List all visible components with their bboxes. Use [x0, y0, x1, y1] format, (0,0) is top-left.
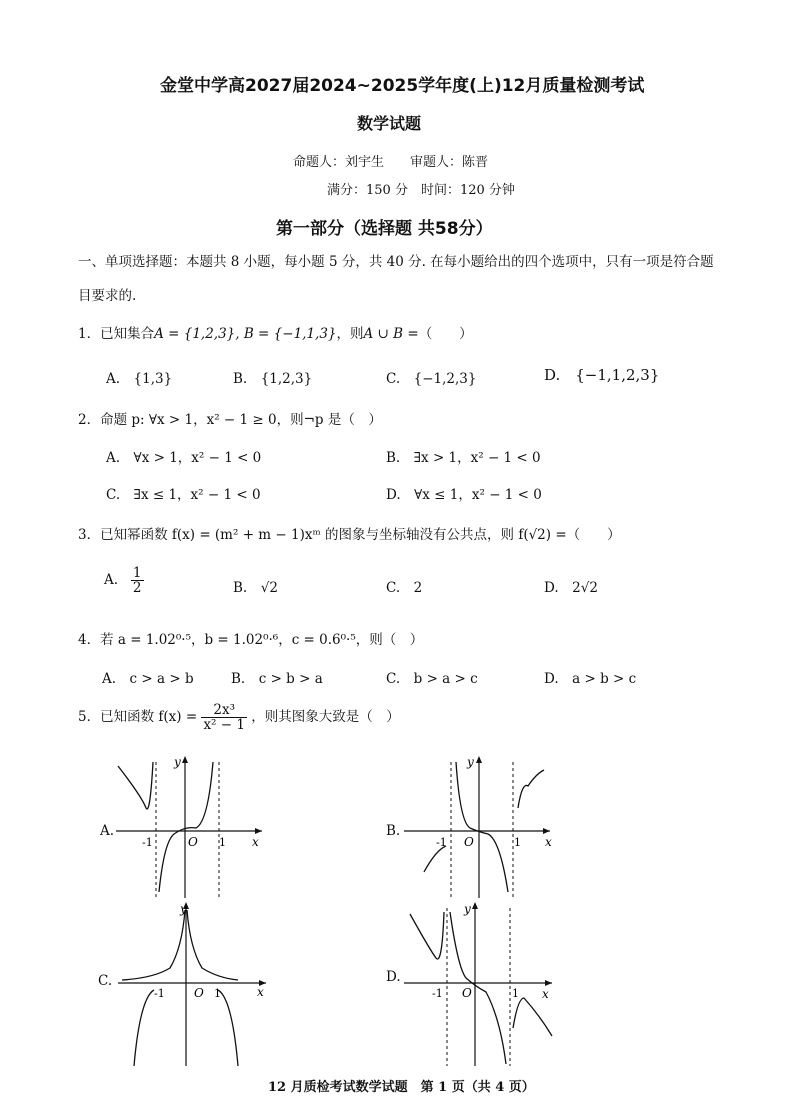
q5-graph-c [114, 898, 274, 1068]
q1-option-d: D. {−1,1,2,3} [544, 366, 660, 384]
q3-option-a-label: A. [104, 572, 119, 589]
q5-graph-b-origin: O [464, 835, 474, 849]
q1-sets: A = {1,2,3}, B = {−1,1,3} [154, 326, 337, 342]
q5-stem-end: ，则其图象大致是（ ） [251, 709, 400, 726]
q5-graph-a-y-label: y [174, 755, 181, 769]
q2-option-b: B. ∃x > 1，x² − 1 < 0 [386, 450, 541, 466]
q4-option-b: B. c > b > a [231, 671, 323, 687]
q1-stem-pre: 1．已知集合 [78, 326, 155, 342]
page-footer: 12 月质检考试数学试题 第 1 页（共 4 页） [268, 1080, 535, 1095]
q1-option-b: B. {1,2,3} [233, 371, 313, 387]
q5-graph-c-minus-one: -1 [154, 987, 165, 1000]
q5-graph-d-y-label: y [464, 902, 471, 916]
q3-option-a-fraction [131, 566, 144, 595]
question-4-stem: 4．若 a = 1.02⁰·⁵，b = 1.02⁰·⁶，c = 0.6⁰·⁵，则（ ） [78, 632, 424, 648]
q5-graph-c-origin: O [194, 986, 204, 1000]
q5-graph-c-y-label: y [180, 902, 187, 916]
q5-graph-c-x-label: x [257, 985, 264, 999]
q1-union: A ∪ B = [363, 326, 419, 342]
authors-line: 命题人：刘宇生 审题人：陈晋 [293, 155, 489, 170]
q5-graph-a-minus-one: -1 [142, 836, 153, 849]
q5-graph-d-one: 1 [512, 987, 519, 1000]
q5-graph-b [400, 752, 560, 900]
q5-graph-b-x-label: x [545, 835, 552, 849]
q5-graph-b-minus-one: -1 [436, 836, 447, 849]
q5-graph-b-one: 1 [514, 836, 521, 849]
q5-graph-d-origin: O [462, 986, 472, 1000]
q5-numerator: 2x³ [201, 703, 247, 718]
question-5-stem [78, 703, 400, 732]
score-time-line: 满分：150 分 时间：120 分钟 [327, 183, 515, 198]
q5-graph-a-x-label: x [252, 835, 259, 849]
q5-stem-pre: 5．已知函数 f(x) = [78, 709, 198, 726]
q5-graph-a-label: A. [100, 823, 115, 839]
q5-graph-b-y-label: y [467, 755, 474, 769]
q4-option-d: D. a > b > c [544, 671, 637, 687]
subject-title: 数学试题 [357, 114, 422, 133]
q3-option-a [104, 566, 144, 595]
q5-graph-a-one: 1 [219, 836, 226, 849]
q1-stem-mid: ，则 [336, 326, 364, 342]
q5-graph-a [112, 752, 272, 900]
q2-option-c: C. ∃x ≤ 1，x² − 1 < 0 [106, 487, 261, 503]
q1-option-a: A. {1,3} [106, 371, 173, 387]
q5-graph-d-x-label: x [542, 987, 549, 1001]
q2-option-a: A. ∀x > 1，x² − 1 < 0 [106, 450, 262, 466]
q4-option-c: C. b > a > c [386, 671, 478, 687]
question-3-stem: 3．已知幂函数 f(x) = (m² + m − 1)xᵐ 的图象与坐标轴没有公共点，则 f(√2) =（ ） [78, 527, 621, 543]
section-instructions: 一、单项选择题：本题共 8 小题，每小题 5 分，共 40 分. 在每小题给出的四个选项中，只有一项是符合题 [78, 254, 714, 270]
section-instructions-cont: 目要求的. [78, 288, 137, 304]
q3-option-b: B. √2 [233, 580, 278, 596]
q5-graph-d-minus-one: -1 [432, 987, 443, 1000]
q3-option-c: C. 2 [386, 580, 423, 596]
q3-option-d: D. 2√2 [544, 580, 598, 596]
q5-graph-c-label: C. [98, 973, 113, 989]
q5-graph-a-origin: O [188, 835, 198, 849]
q1-option-c: C. {−1,2,3} [386, 371, 477, 387]
question-2-stem: 2．命题 p: ∀x > 1，x² − 1 ≥ 0，则¬p 是（ ） [78, 412, 382, 428]
part-title: 第一部分（选择题 共58分） [276, 219, 493, 239]
q2-option-d: D. ∀x ≤ 1，x² − 1 < 0 [386, 487, 542, 503]
q5-graph-d-label: D. [386, 969, 401, 985]
q5-denominator: x² − 1 [203, 717, 245, 734]
q4-option-a: A. c > a > b [102, 671, 194, 687]
question-1-stem [78, 322, 473, 342]
q3-option-a-denominator: 2 [132, 580, 142, 597]
q1-stem-end: （ ） [418, 326, 473, 342]
q5-graph-b-label: B. [386, 823, 401, 839]
q3-option-a-numerator: 1 [132, 565, 142, 581]
q5-fraction [201, 703, 247, 732]
exam-title: 金堂中学高2027届2024~2025学年度(上)12月质量检测考试 [160, 76, 645, 96]
q5-graph-c-one: 1 [214, 987, 221, 1000]
q5-graph-d [400, 898, 560, 1068]
